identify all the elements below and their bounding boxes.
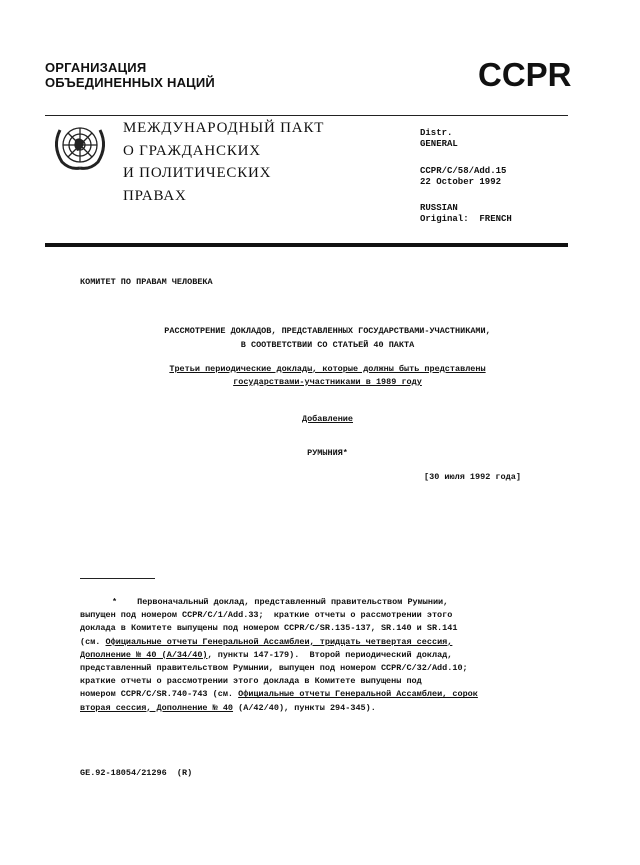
title-line: МЕЖДУНАРОДНЫЙ ПАКТ <box>123 120 325 136</box>
language-info <box>420 203 512 225</box>
footnote <box>80 596 478 715</box>
header-rule <box>45 115 568 116</box>
job-number: GE.92-18054/21296 (R) <box>80 768 193 778</box>
doc-date: 22 October 1992 <box>420 177 502 187</box>
org-line: ОРГАНИЗАЦИЯ <box>45 60 147 75</box>
heading-line: РАССМОТРЕНИЕ ДОКЛАДОВ, ПРЕДСТАВЛЕННЫХ ГОСУДАРСТВАМИ-УЧАСТНИКАМИ, <box>164 326 491 336</box>
footnote-line: выпущен под номером CCPR/C/1/Add.33; краткие отчеты о рассмотрении этого <box>80 610 453 621</box>
footnote-citation: вторая сессия, Дополнение № 40 <box>80 702 234 713</box>
covenant-title <box>123 117 324 207</box>
distr-value: GENERAL <box>420 139 458 149</box>
footnote-text: , пункты 147-179). Второй периодический доклад, <box>207 649 453 660</box>
title-line: ПРАВАХ <box>123 187 187 204</box>
title-line: И ПОЛИТИЧЕСКИХ <box>123 165 272 181</box>
footnote-line: краткие отчеты о рассмотрении этого доклада в Комитете выпущены под <box>80 676 422 687</box>
country-name: РУМЫНИЯ* <box>307 448 348 458</box>
report-date: [30 июля 1992 года] <box>424 472 521 482</box>
footnote-line: представленный правительством Румынии, выпущен под номером CCPR/C/32/Add.10; <box>80 663 468 674</box>
footnote-marker: * <box>112 597 118 607</box>
header-bar <box>45 243 568 247</box>
footnote-citation: Официальные отчеты Генеральной Ассамблеи, сорок <box>238 689 478 700</box>
original-language: Original: FRENCH <box>420 214 512 224</box>
heading-line: В СООТВЕТСТВИИ СО СТАТЬЕЙ 40 ПАКТА <box>240 340 415 350</box>
document-symbol: CCPR <box>478 56 572 93</box>
language: RUSSIAN <box>420 203 458 213</box>
organization-name <box>45 60 215 90</box>
footnote-text: (см. <box>80 636 106 647</box>
footnote-line: доклада в Комитете выпущены под номером CCPR/C/SR.135-137, SR.140 и SR.141 <box>80 623 458 634</box>
addendum-label: Добавление <box>301 414 353 424</box>
footnote-rule <box>80 578 155 579</box>
footnote-text: номером CCPR/C/SR.740-743 (см. <box>80 689 239 700</box>
subheading-line: государствами-участниками в 1989 году <box>233 377 422 387</box>
un-emblem-icon <box>50 118 110 176</box>
footnote-citation: Официальные отчеты Генеральной Ассамблеи, тридцать четвертая сессия, <box>105 636 453 647</box>
footnote-text: (A/42/40), пункты 294-345). <box>233 702 376 713</box>
distribution <box>420 128 458 150</box>
org-line: ОБЪЕДИНЕННЫХ НАЦИЙ <box>45 75 215 90</box>
doc-number: CCPR/C/58/Add.15 <box>420 166 507 176</box>
committee-name: КОМИТЕТ ПО ПРАВАМ ЧЕЛОВЕКА <box>80 277 213 287</box>
title-line: О ГРАЖДАНСКИХ <box>123 142 261 159</box>
footnote-citation: Дополнение № 40 (A/34/40) <box>80 649 208 660</box>
distr-label: Distr. <box>420 128 453 138</box>
footnote-line: Первоначальный доклад, представленный правительством Румынии, <box>137 597 449 607</box>
document-id <box>420 166 506 188</box>
subheading-line: Третьи периодические доклады, которые должны быть представлены <box>169 364 486 374</box>
